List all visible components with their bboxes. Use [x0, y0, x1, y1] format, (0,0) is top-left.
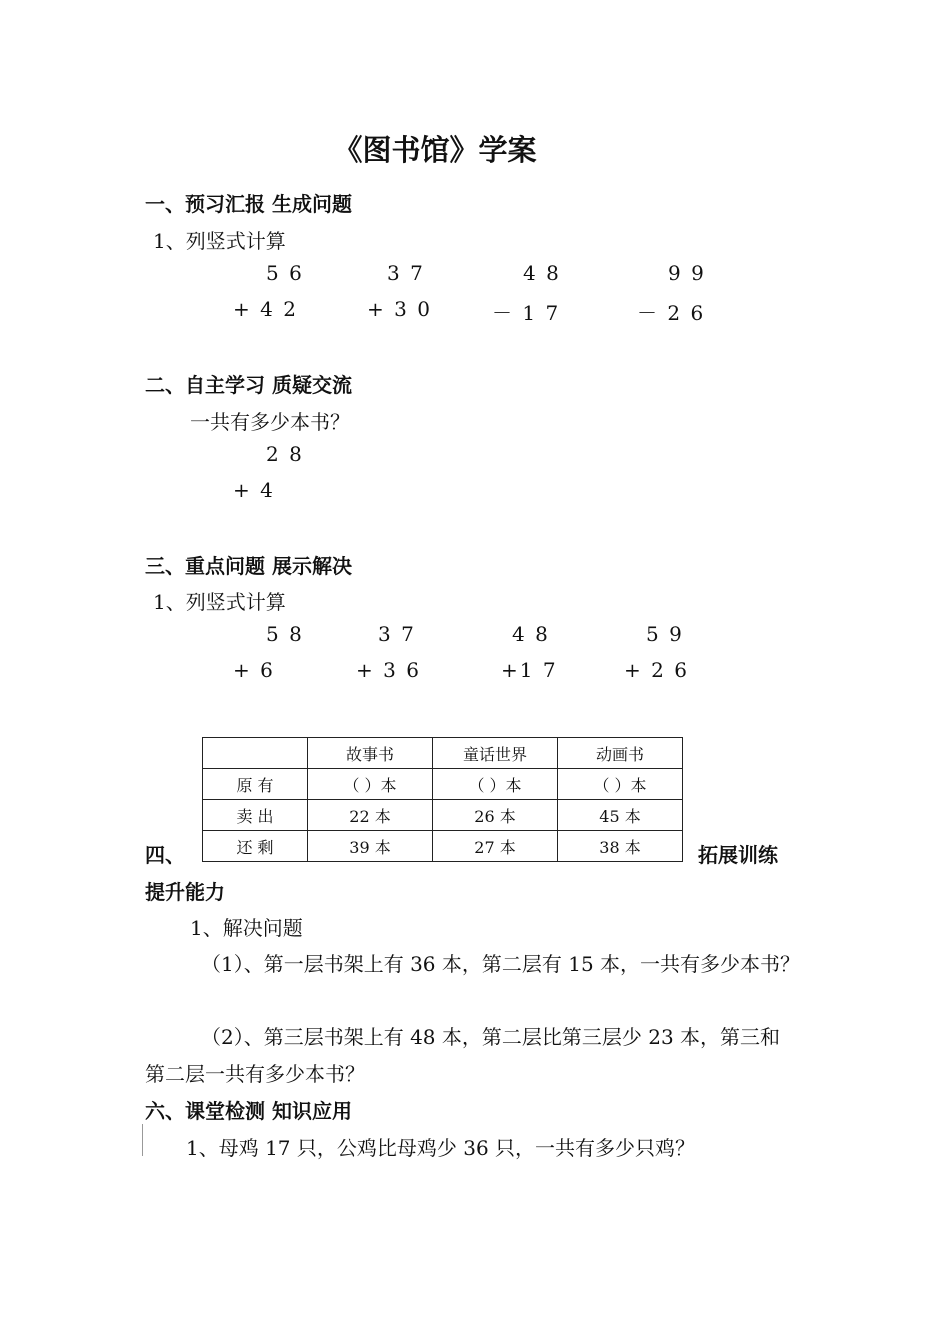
s3-p2-bottom: + 3 6: [356, 658, 421, 682]
section-2-question: 一共有多少本书？: [190, 410, 350, 434]
books-table: [202, 737, 683, 862]
section-6-question-1: 1、母鸡 17 只，公鸡比母鸡少 36 只，一共有多少只鸡？: [186, 1136, 696, 1160]
table-header-row: [203, 738, 683, 769]
section-2-heading: 二、自主学习 质疑交流: [145, 373, 352, 397]
s2-p-bottom: + 4: [233, 478, 275, 502]
s1-p2-top: 3 7: [387, 261, 425, 285]
table-row: [203, 800, 683, 831]
table-cell: 还 剩: [203, 831, 308, 862]
s1-p1-top: 5 6: [266, 261, 304, 285]
table-cell: 45 本: [558, 800, 683, 831]
margin-line: [142, 1124, 143, 1156]
section-4-heading-left: 四、: [145, 843, 185, 867]
s1-p3-top: 4 8: [523, 261, 561, 285]
section-4-item: 1、解决问题: [190, 916, 303, 940]
table-row: [203, 831, 683, 862]
table-cell: 39 本: [308, 831, 433, 862]
section-4-question-2-cont: 第二层一共有多少本书？: [145, 1062, 365, 1086]
section-6-heading: 六、课堂检测 知识应用: [145, 1099, 352, 1123]
section-4-heading-cont: 提升能力: [145, 880, 225, 904]
s3-p3-bottom: +1 7: [501, 658, 558, 682]
table-cell: （ ）本: [558, 769, 683, 800]
s1-p4-bottom: － 2 6: [637, 301, 706, 325]
table-header-cell: 童话世界: [433, 738, 558, 769]
s3-p4-top: 5 9: [646, 622, 684, 646]
section-1-heading: 一、预习汇报 生成问题: [145, 192, 352, 216]
section-4-question-2: （2）、第三层书架上有 48 本，第二层比第三层少 23 本，第三和: [201, 1025, 781, 1049]
section-1-item: 1、列竖式计算: [153, 229, 286, 253]
table-cell: 27 本: [433, 831, 558, 862]
s3-p4-bottom: + 2 6: [624, 658, 689, 682]
section-3-heading: 三、重点问题 展示解决: [145, 554, 352, 578]
table-header-cell: 故事书: [308, 738, 433, 769]
page-title: 《图书馆》学案: [333, 133, 537, 167]
table-cell: 26 本: [433, 800, 558, 831]
table-cell: 22 本: [308, 800, 433, 831]
s3-p1-top: 5 8: [266, 622, 304, 646]
s3-p2-top: 3 7: [378, 622, 416, 646]
section-4-heading-right: 拓展训练: [698, 843, 778, 867]
table-header-cell: 动画书: [558, 738, 683, 769]
section-3-item: 1、列竖式计算: [153, 590, 286, 614]
s1-p4-top: 9 9: [668, 261, 706, 285]
table-cell: 原 有: [203, 769, 308, 800]
table-row: [203, 769, 683, 800]
s1-p3-bottom: － 1 7: [492, 301, 561, 325]
table-cell: （ ）本: [433, 769, 558, 800]
s3-p1-bottom: + 6: [233, 658, 275, 682]
s3-p3-top: 4 8: [512, 622, 550, 646]
s1-p2-bottom: + 3 0: [367, 297, 432, 321]
table-cell: 38 本: [558, 831, 683, 862]
table-cell: 卖 出: [203, 800, 308, 831]
s1-p1-bottom: + 4 2: [233, 297, 298, 321]
section-4-question-1: （1）、第一层书架上有 36 本，第二层有 15 本，一共有多少本书？: [201, 952, 801, 976]
table-cell: （ ）本: [308, 769, 433, 800]
table-header-cell: [203, 738, 308, 769]
s2-p-top: 2 8: [266, 442, 304, 466]
